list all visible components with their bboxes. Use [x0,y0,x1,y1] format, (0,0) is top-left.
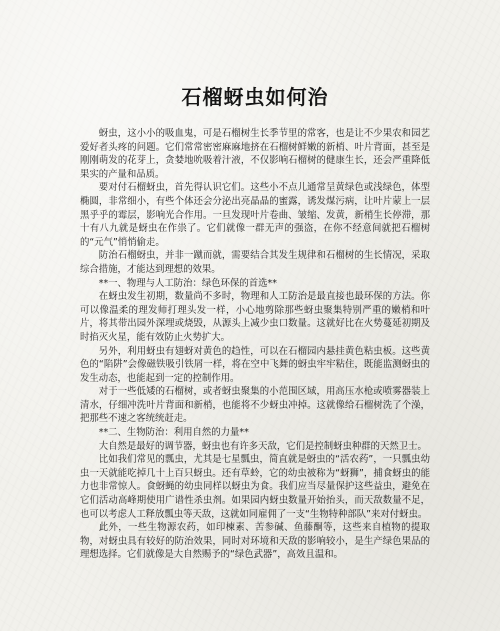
document-body [80,84,430,562]
paragraph: 在蚜虫发生初期，数量尚不多时，物理和人工防治是最直接也最环保的方法。你可以像温柔的理发师打理头发一样，小心地剪除那些蚜虫聚集特别严重的嫩梢和叶片，将其带出园外深埋或烧毁，从源头上减少虫口数量。这就好比在火势蔓延初期及时掐灭火星，能有效防止火势扩大。 [80,291,430,343]
paragraph: 此外，一些生物源农药，如印楝素、苦参碱、鱼藤酮等，这些来自植物的提取物，对蚜虫具有较好的防治效果，同时对环境和天敌的影响较小，是生产绿色果品的理想选择。它们就像是大自然赐予的“绿色武器”，高效且温和。 [80,522,430,561]
section-heading: **一、物理与人工防治：绿色环保的首选** [98,277,277,289]
paragraph: 要对付石榴蚜虫，首先得认识它们。这些小不点儿通常呈黄绿色或浅绿色，体型椭圆，非常细小，有些个体还会分泌出亮晶晶的蜜露，诱发煤污病，让叶片蒙上一层黑乎乎的霉层，影响光合作用。一旦发现叶片卷曲、皱缩、发黄，新梢生长停滞，那十有八九就是蚜虫在作祟了。它们就像一群无声的强盗，在你不经意间就把石榴树的“元气”悄悄偷走。 [80,182,430,248]
paragraph: 比如我们常见的瓢虫，尤其是七星瓢虫，简直就是蚜虫的“活农药”，一只瓢虫幼虫一天就能吃掉几十上百只蚜虫。还有草蛉，它的幼虫被称为“蚜狮”，捕食蚜虫的能力也非常惊人。食蚜蝇的幼虫同样以蚜虫为食。我们应当尽量保护这些益虫，避免在它们活动高峰期使用广谱性杀虫剂。如果园内蚜虫数量开始抬头，而天敌数量不足，也可以考虑人工释放瓢虫等天敌，这就如同雇佣了一支“生物特种部队”来对付蚜虫。 [80,454,430,520]
paragraph: 蚜虫，这小小的吸血鬼，可是石榴树生长季节里的常客，也是让不少果农和园艺爱好者头疼的问题。它们常常密密麻麻地挤在石榴树鲜嫩的新梢、叶片背面，甚至是刚刚萌发的花芽上，贪婪地吮吸着汁液，不仅影响石榴树的健康生长，还会严重降低果实的产量和品质。 [80,128,430,180]
paragraph: 大自然是最好的调节器，蚜虫也有许多天敌，它们是控制蚜虫种群的天然卫士。 [98,440,427,452]
paragraph: 对于一些低矮的石榴树，或者蚜虫聚集的小范围区域，用高压水枪或喷雾器装上清水，仔细冲洗叶片背面和新梢，也能将不少蚜虫冲掉。这就像给石榴树洗了个澡，把那些不速之客统统赶走。 [80,386,430,425]
page-title: 石榴蚜虫如何治 [181,85,329,109]
paragraph: 另外，利用蚜虫有翅蚜对黄色的趋性，可以在石榴园内悬挂黄色粘虫板。这些黄色的“陷阱”会像磁铁吸引铁屑一样，将在空中飞舞的蚜虫牢牢粘住，既能监测蚜虫的发生动态，也能起到一定的控制作用。 [80,345,430,384]
section-heading: **二、生物防治：利用自然的力量** [98,427,249,439]
paragraph: 防治石榴蚜虫，并非一蹴而就，需要结合其发生规律和石榴树的生长情况，采取综合措施，才能达到理想的效果。 [80,250,430,275]
